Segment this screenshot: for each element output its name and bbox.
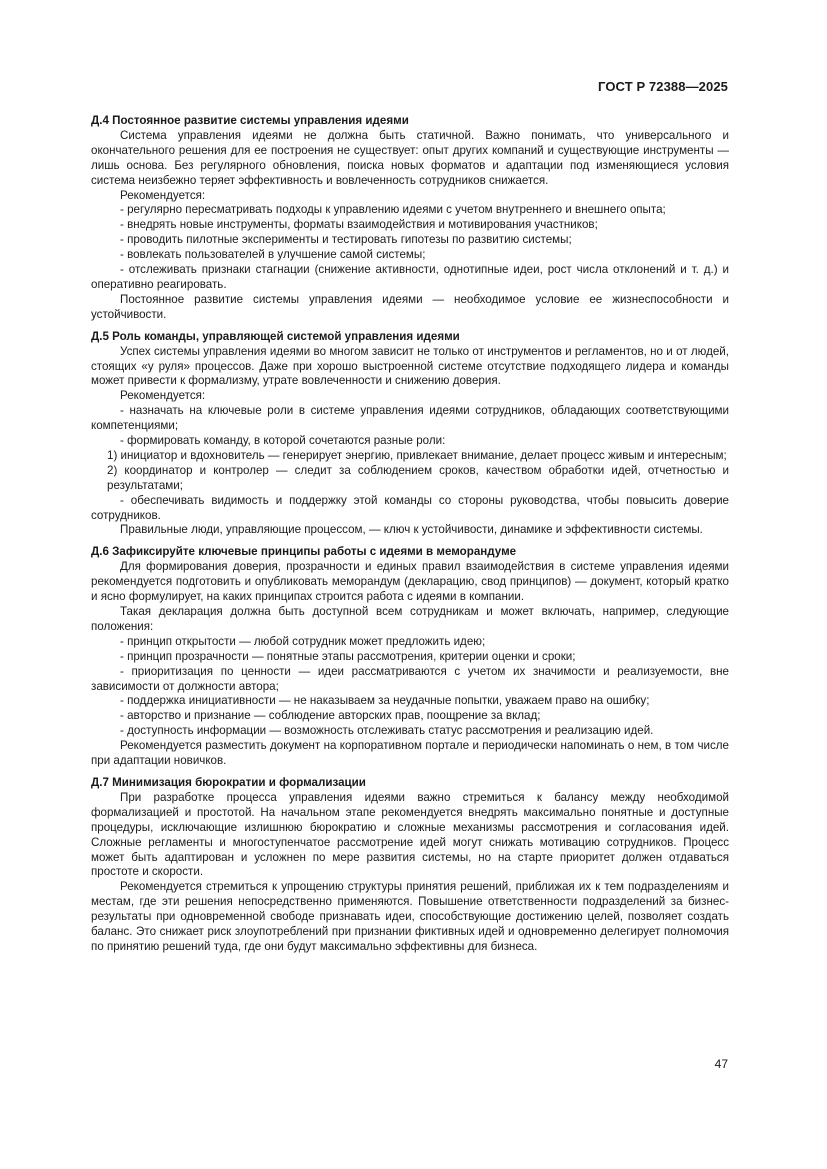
list-item: - принцип прозрачности — понятные этапы рассмотрения, критерии оценки и сроки; <box>120 649 576 663</box>
list-item: - проводить пилотные эксперименты и тестировать гипотезы по развитию системы; <box>120 233 572 247</box>
list-item: - принцип открытости — любой сотрудник может предложить идею; <box>120 634 486 648</box>
document-body <box>91 114 729 955</box>
list-item: - регулярно пересматривать подходы к управлению идеями с учетом внутреннего и внешнего опыта; <box>120 203 666 217</box>
paragraph: Система управления идеями не должна быть статичной. Важно понимать, что универсального и окончательного решения для ее построения не существует: опыт других компаний и существующие инструменты — лишь основа. Без регулярного обновления, поиска новых форматов и адаптации под изменяющиеся условия система неизбежно теряет эффективность и вовлеченность сотрудников снижается. <box>91 128 729 187</box>
list-item: - авторство и признание — соблюдение авторских прав, поощрение за вклад; <box>120 709 541 723</box>
section-title: Д.4 Постоянное развитие системы управления идеями <box>91 114 409 127</box>
list-item: - приоритизация по ценности — идеи рассматриваются с учетом их значимости и реализуемости, вне зависимости от должности автора; <box>91 664 729 693</box>
document-header: ГОСТ Р 72388—2025 <box>598 79 728 94</box>
paragraph: Успех системы управления идеями во многом зависит не только от инструментов и регламентов, но и от людей, стоящих «у руля» процессов. Даже при хорошо выстроенной системе отсутствие подходящего лидера и команды может привести к формализму, утрате вовлеченности и снижению доверия. <box>91 344 729 388</box>
section-title: Д.7 Минимизация бюрократии и формализации <box>91 775 366 789</box>
list-item: - внедрять новые инструменты, форматы взаимодействия и мотивирования участников; <box>120 218 598 232</box>
page-number: 47 <box>714 1057 728 1071</box>
sub-list-item: 1) инициатор и вдохновитель — генерирует энергию, привлекает внимание, делает процесс живым и интересным; <box>107 448 727 462</box>
list-item: - формировать команду, в которой сочетаются разные роли: <box>120 434 446 448</box>
paragraph: Рекомендуется: <box>120 188 206 202</box>
paragraph: Рекомендуется стремиться к упрощению структуры принятия решений, приближая их к тем подразделениям и местам, где эти решения непосредственно применяются. Повышение ответственности подразделений за бизнес-результаты при одновременной свободе признавать идеи, способствующие достижению целей, позволяет создать баланс. Это снижает риск злоупотреблений при признании фиктивных идей и одновременно делегирует полномочия по принятию решений туда, где они будут максимально эффективны для бизнеса. <box>91 880 729 953</box>
list-item: - поддержка инициативности — не наказываем за неудачные попытки, уважаем право на ошибку; <box>120 694 650 708</box>
paragraph: Рекомендуется разместить документ на корпоративном портале и периодически напоминать о нем, в том числе при адаптации новичков. <box>91 739 729 768</box>
paragraph: Постоянное развитие системы управления идеями — необходимое условие ее жизнеспособности и устойчивости. <box>91 292 729 321</box>
sub-list-item: 2) координатор и контролер — следит за соблюдением сроков, качеством обработки идей, отчетностью и результатами; <box>107 463 729 492</box>
paragraph: Рекомендуется: <box>120 389 206 403</box>
paragraph: Правильные люди, управляющие процессом, — ключ к устойчивости, динамике и эффективности системы. <box>120 523 703 537</box>
paragraph: Такая декларация должна быть доступной всем сотрудникам и может включать, например, следующие положения: <box>91 605 729 633</box>
paragraph: При разработке процесса управления идеями важно стремиться к балансу между необходимой формализацией и простотой. На начальном этапе рекомендуется внедрять максимально понятные и доступные процедуры, исключающие излишнюю бюрократию и сложные механизмы рассмотрения и согласования идей. Сложные регламенты и многоступенчатое рассмотрение идей могут снижать мотивацию сотрудников. Процесс может быть адаптирован и усложнен по мере развития системы, но на старте приоритет должен отдаваться простоте и скорости. <box>91 790 729 879</box>
list-item: - доступность информации — возможность отслеживать статус рассмотрения и реализацию идей. <box>120 724 654 738</box>
list-item: - отслеживать признаки стагнации (снижение активности, однотипные идеи, рост числа отклонений и т. д.) и оперативно реагировать. <box>91 263 729 291</box>
list-item: - назначать на ключевые роли в системе управления идеями сотрудников, обладающих соответствующими компетенциями; <box>91 404 729 433</box>
paragraph: Для формирования доверия, прозрачности и единых правил взаимодействия в системе управления идеями рекомендуется подготовить и опубликовать меморандум (декларацию, свод принципов) — документ, который кратко и ясно формулирует, на каких принципах строится работа с идеями в компании. <box>91 560 729 604</box>
list-item: - вовлекать пользователей в улучшение самой системы; <box>120 248 426 262</box>
section-title: Д.6 Зафиксируйте ключевые принципы работы с идеями в меморандуме <box>91 545 517 559</box>
section-title: Д.5 Роль команды, управляющей системой управления идеями <box>91 329 460 343</box>
list-item: - обеспечивать видимость и поддержку этой команды со стороны руководства, чтобы повысить доверие сотрудников. <box>91 493 729 522</box>
